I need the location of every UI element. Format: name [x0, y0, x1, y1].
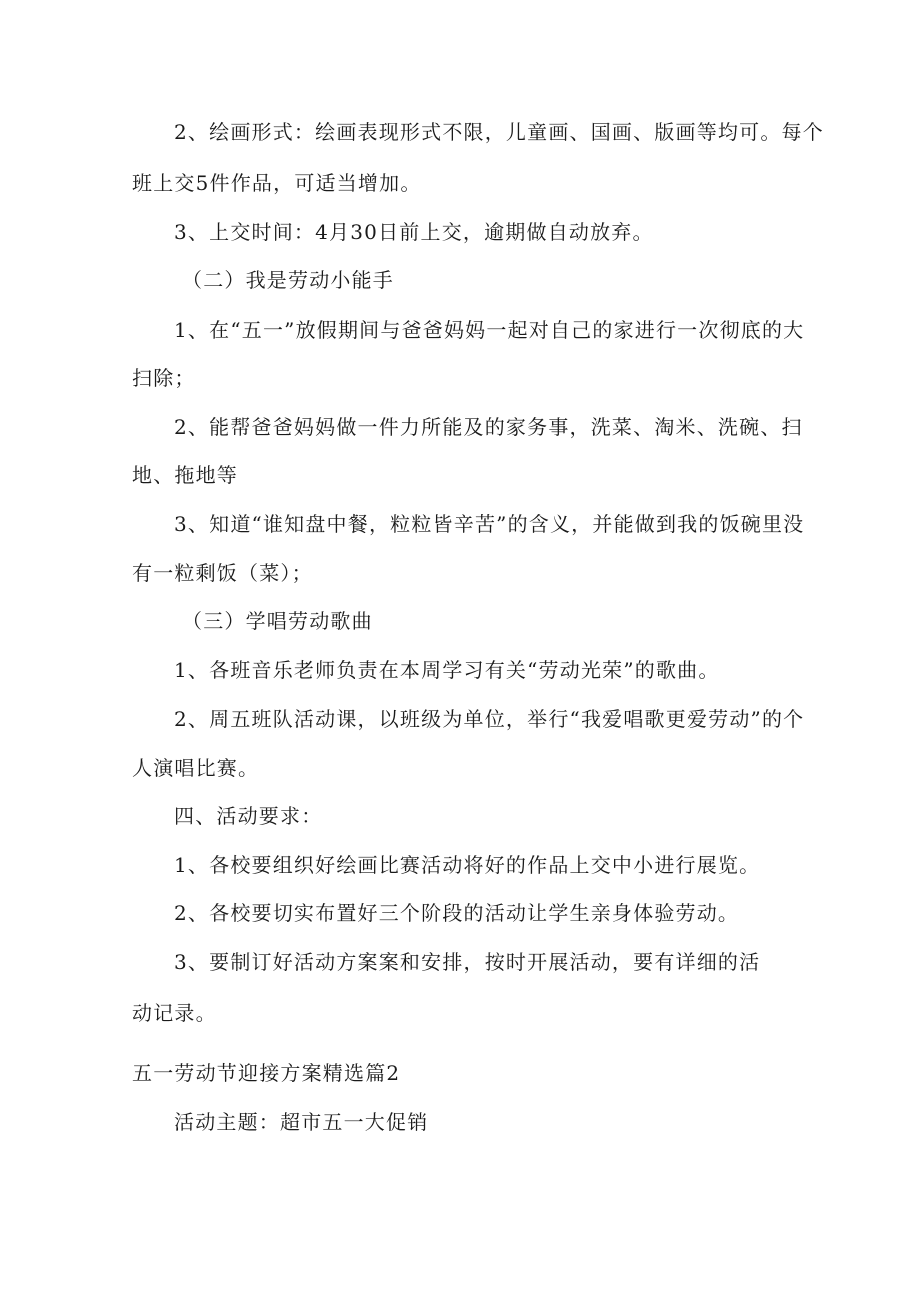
paragraph-line: 2、绘画形式：绘画表现形式不限，儿童画、国画、版画等均可。每个 [174, 120, 824, 144]
paragraph-line: 3、知道“谁知盘中餐，粒粒皆辛苦”的含义，并能做到我的饭碗里没 [174, 512, 805, 536]
paragraph-line: 地、拖地等 [132, 463, 238, 487]
paragraph-line: 动记录。 [132, 1001, 217, 1025]
paragraph-line: 有一粒剩饭（菜）； [132, 561, 313, 585]
paragraph-line: 3、要制订好活动方案案和安排，按时开展活动，要有详细的活 [174, 950, 761, 974]
paragraph-line: 扫除； [132, 366, 196, 390]
paragraph-line: 1、在“五一”放假期间与爸爸妈妈一起对自己的家进行一次彻底的大 [174, 318, 805, 342]
section-heading: 四、活动要求： [174, 804, 323, 828]
paragraph-line: 2、各校要切实布置好三个阶段的活动让学生亲身体验劳动。 [174, 901, 740, 925]
paragraph-line: 1、各班音乐老师负责在本周学习有关“劳动光荣”的歌曲。 [174, 658, 720, 682]
section-heading: （二）我是劳动小能手 [182, 268, 394, 292]
section-heading: （三）学唱劳动歌曲 [182, 609, 373, 633]
paragraph-line: 2、能帮爸爸妈妈做一件力所能及的家务事，洗菜、淘米、洗碗、扫 [174, 415, 803, 439]
paragraph-line: 2、周五班队活动课，以班级为单位，举行“我爱唱歌更爱劳动”的个 [174, 707, 805, 731]
paragraph-line: 人演唱比赛。 [132, 756, 260, 780]
paragraph-line: 3、上交时间：4月30日前上交，逾期做自动放弃。 [174, 220, 654, 244]
article-title: 五一劳动节迎接方案精选篇2 [132, 1061, 401, 1085]
paragraph-line: 1、各校要组织好绘画比赛活动将好的作品上交中小进行展览。 [174, 853, 761, 877]
paragraph-line: 班上交5件作品，可适当增加。 [132, 171, 422, 195]
paragraph-line: 活动主题：超市五一大促销 [174, 1110, 429, 1134]
